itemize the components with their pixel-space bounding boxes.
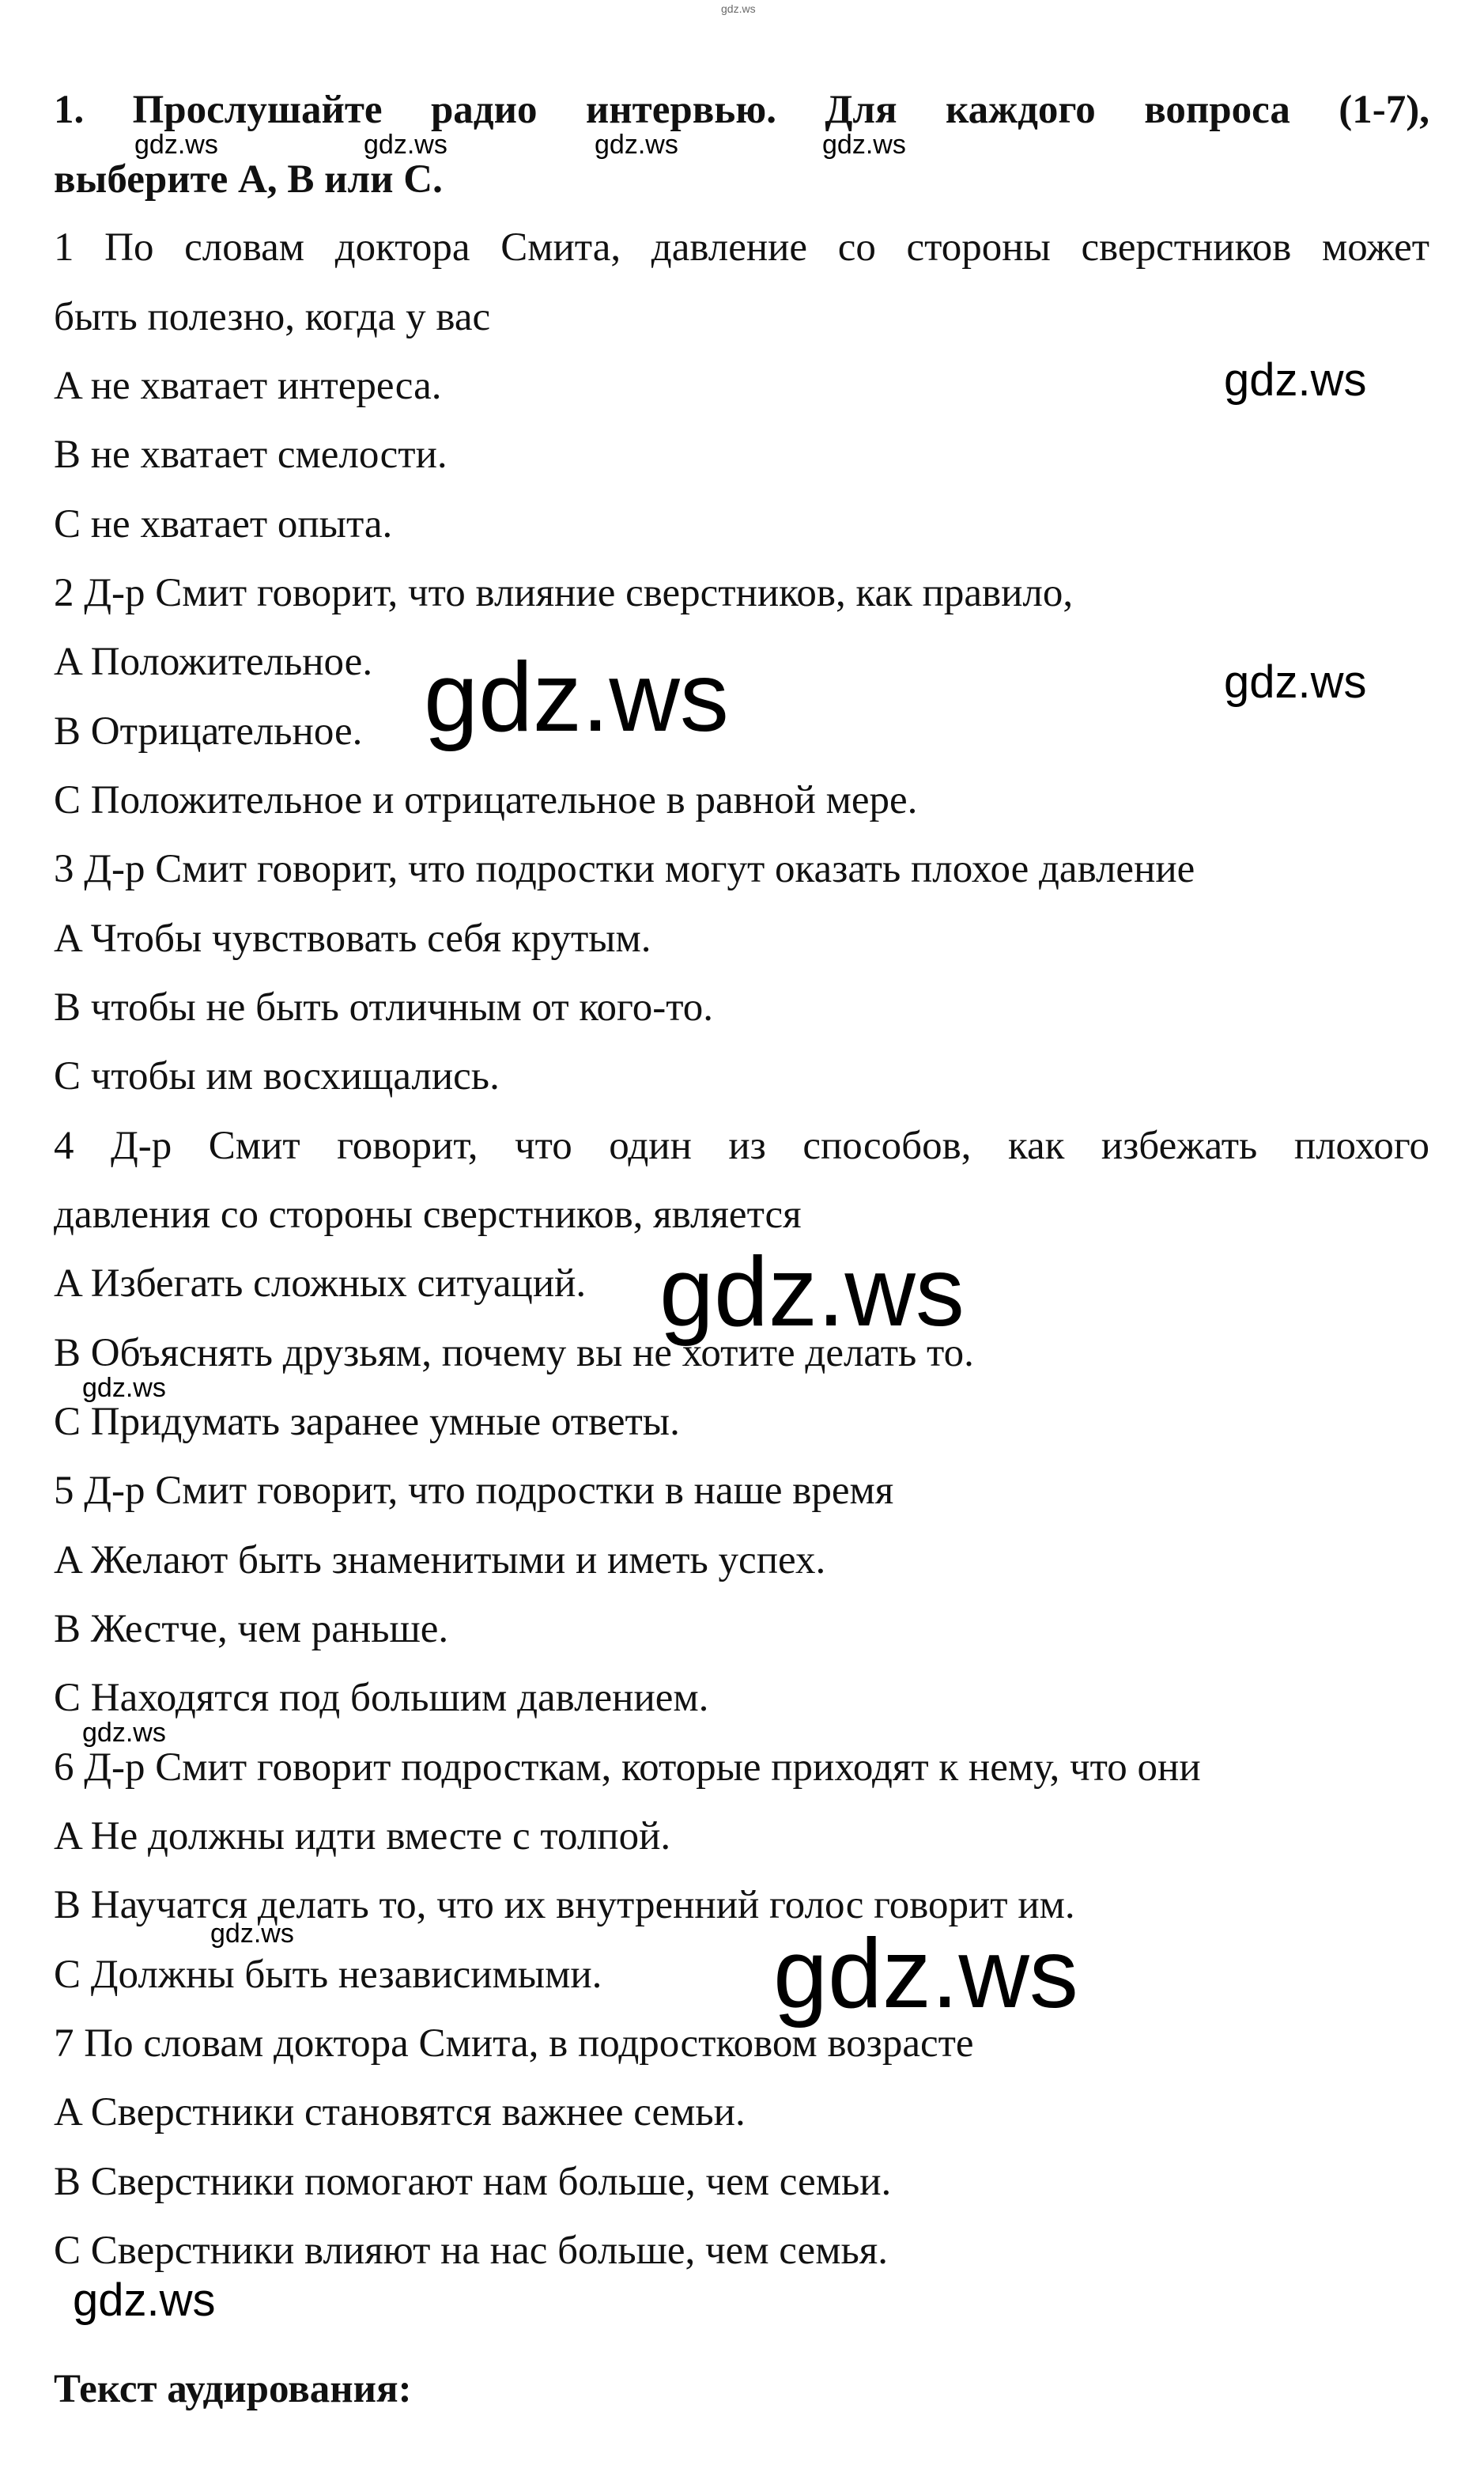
watermark-small-6: gdz.ws xyxy=(82,1718,166,1748)
question-3-text: 3 Д-р Смит говорит, что подростки могут оказать плохое давление xyxy=(54,847,1195,891)
watermark-medium-1: gdz.ws xyxy=(1224,354,1367,406)
watermark-small-5: gdz.ws xyxy=(82,1373,166,1403)
watermark-top: gdz.ws xyxy=(721,2,756,15)
question-5-option-a: A Желают быть знаменитыми и иметь успех. xyxy=(54,1538,826,1582)
watermark-small-4: gdz.ws xyxy=(822,130,906,160)
watermark-small-7: gdz.ws xyxy=(210,1919,294,1949)
watermark-large-2: gdz.ws xyxy=(659,1238,965,1347)
question-7-option-b: B Сверстники помогают нам больше, чем семьи. xyxy=(54,2160,892,2204)
question-2-option-c: C Положительное и отрицательное в равной мере. xyxy=(54,778,918,822)
watermark-large-1: gdz.ws xyxy=(424,643,729,752)
question-5-text: 5 Д-р Смит говорит, что подростки в наше время xyxy=(54,1469,894,1513)
task-heading-line-2: выберите A, B или C. xyxy=(54,157,443,202)
question-4-option-c: C Придумать заранее умные ответы. xyxy=(54,1400,680,1444)
question-6-option-b: B Научатся делать то, что их внутренний голос говорит им. xyxy=(54,1883,1075,1927)
question-7-option-a: A Сверстники становятся важнее семьи. xyxy=(54,2090,746,2134)
question-1-option-c: C не хватает опыта. xyxy=(54,502,393,546)
question-1-text: 1 По словам доктора Смита, давление со стороны сверстников может xyxy=(54,225,1429,270)
question-7-option-c: C Сверстники влияют на нас больше, чем семья. xyxy=(54,2229,888,2273)
question-3-option-c: C чтобы им восхищались. xyxy=(54,1054,500,1098)
question-3-option-a: A Чтобы чувствовать себя крутым. xyxy=(54,917,651,961)
watermark-small-2: gdz.ws xyxy=(364,130,447,160)
question-5-option-c: C Находятся под большим давлением. xyxy=(54,1676,709,1720)
watermark-medium-3: gdz.ws xyxy=(73,2274,216,2326)
question-6-option-c: C Должны быть независимыми. xyxy=(54,1953,602,1997)
watermark-small-3: gdz.ws xyxy=(595,130,678,160)
question-1-option-b: B не хватает смелости. xyxy=(54,433,447,477)
question-4-text: 4 Д-р Смит говорит, что один из способов, как избежать плохого xyxy=(54,1124,1429,1168)
question-4-option-a: A Избегать сложных ситуаций. xyxy=(54,1261,587,1306)
question-6-option-a: A Не должны идти вместе с толпой. xyxy=(54,1814,671,1858)
listening-text-heading: Текст аудирования: xyxy=(54,2367,412,2411)
question-2-option-b: B Отрицательное. xyxy=(54,709,363,754)
question-4-text-cont: давления со стороны сверстников, является xyxy=(54,1193,802,1237)
question-1-option-a: A не хватает интереса. xyxy=(54,364,442,408)
question-2-text: 2 Д-р Смит говорит, что влияние сверстников, как правило, xyxy=(54,571,1074,615)
question-1-text-cont: быть полезно, когда у вас xyxy=(54,295,491,339)
question-6-text: 6 Д-р Смит говорит подросткам, которые приходят к нему, что они xyxy=(54,1745,1201,1790)
watermark-large-3: gdz.ws xyxy=(773,1919,1078,2029)
question-3-option-b: B чтобы не быть отличным от кого-то. xyxy=(54,985,714,1030)
watermark-small-1: gdz.ws xyxy=(134,130,218,160)
question-2-option-a: A Положительное. xyxy=(54,640,373,684)
watermark-medium-2: gdz.ws xyxy=(1224,656,1367,708)
question-7-text: 7 По словам доктора Смита, в подростковом возрасте xyxy=(54,2021,974,2066)
question-4-option-b: B Объяснять друзьям, почему вы не хотите делать то. xyxy=(54,1331,974,1375)
question-5-option-b: B Жестче, чем раньше. xyxy=(54,1607,449,1651)
task-heading-line-1: 1. Прослушайте радио интервью. Для каждого вопроса (1-7), xyxy=(54,88,1429,132)
